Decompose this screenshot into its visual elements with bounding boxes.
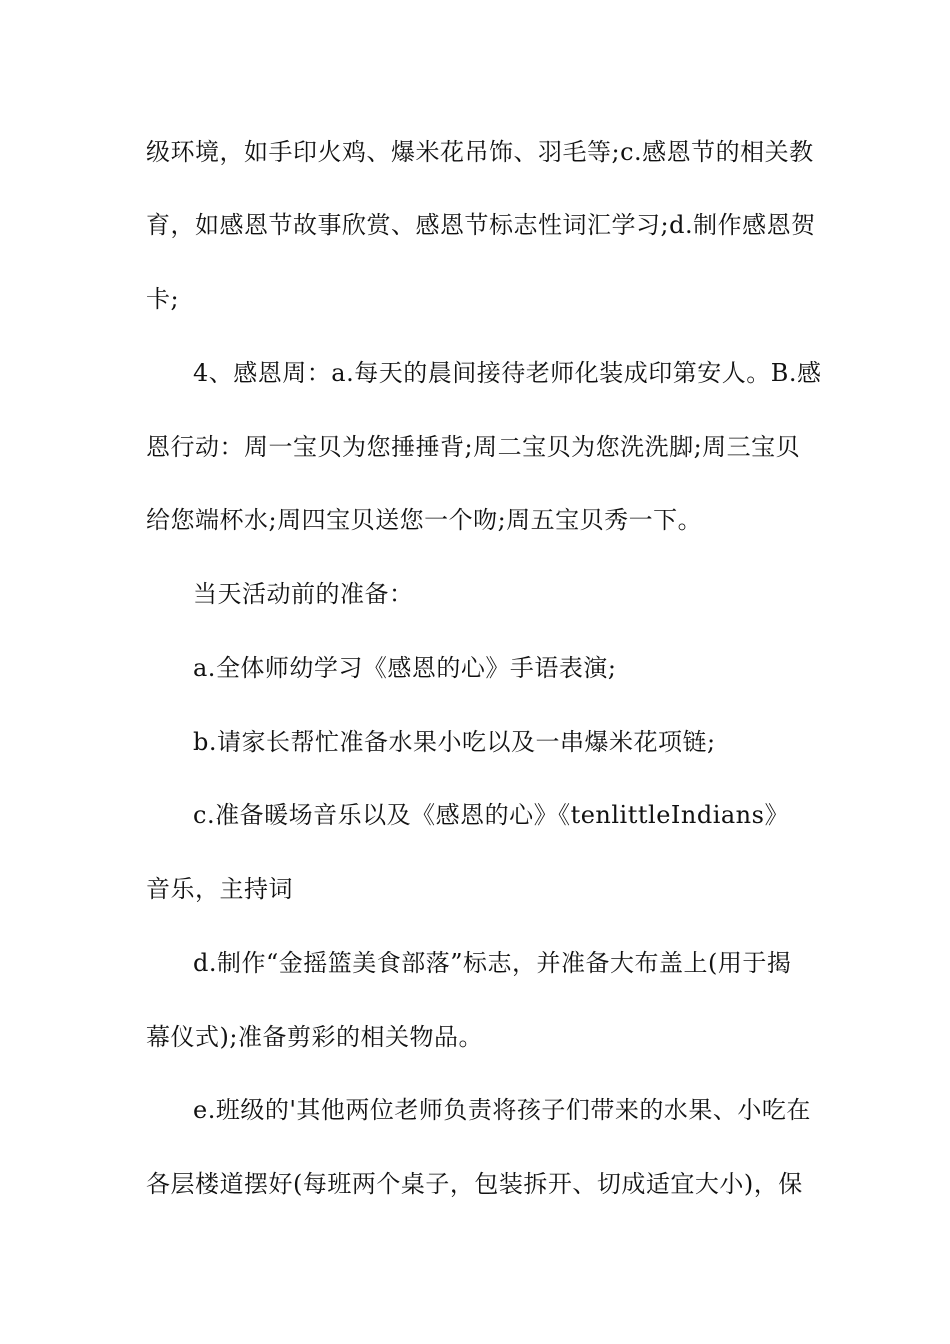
text-line: 各层楼道摆好(每班两个桌子，包装拆开、切成适宜大小)，保 xyxy=(146,1170,803,1198)
paragraph-start-line: 4、感恩周：a.每天的晨间接待老师化装成印第安人。B.感 xyxy=(193,359,822,387)
section-heading: 当天活动前的准备： xyxy=(193,580,414,608)
list-item: a.全体师幼学习《感恩的心》手语表演; xyxy=(193,654,617,682)
text-line: 恩行动：周一宝贝为您捶捶背;周二宝贝为您洗洗脚;周三宝贝 xyxy=(146,433,801,461)
list-item: d.制作“金摇篮美食部落”标志，并准备大布盖上(用于揭 xyxy=(193,949,792,977)
text-line: 育，如感恩节故事欣赏、感恩节标志性词汇学习;d.制作感恩贺 xyxy=(146,211,816,239)
list-item: e.班级的'其他两位老师负责将孩子们带来的水果、小吃在 xyxy=(193,1096,811,1124)
text-line: 卡; xyxy=(146,285,180,313)
list-item: c.准备暖场音乐以及《感恩的心》《tenlittleIndians》 xyxy=(193,801,789,829)
text-line: 给您端杯水;周四宝贝送您一个吻;周五宝贝秀一下。 xyxy=(146,506,703,534)
text-line: 音乐，主持词 xyxy=(146,875,293,903)
list-item: b.请家长帮忙准备水果小吃以及一串爆米花项链; xyxy=(193,728,716,756)
text-line: 级环境，如手印火鸡、爆米花吊饰、羽毛等;c.感恩节的相关教 xyxy=(146,138,814,166)
text-line: 幕仪式);准备剪彩的相关物品。 xyxy=(146,1023,483,1051)
